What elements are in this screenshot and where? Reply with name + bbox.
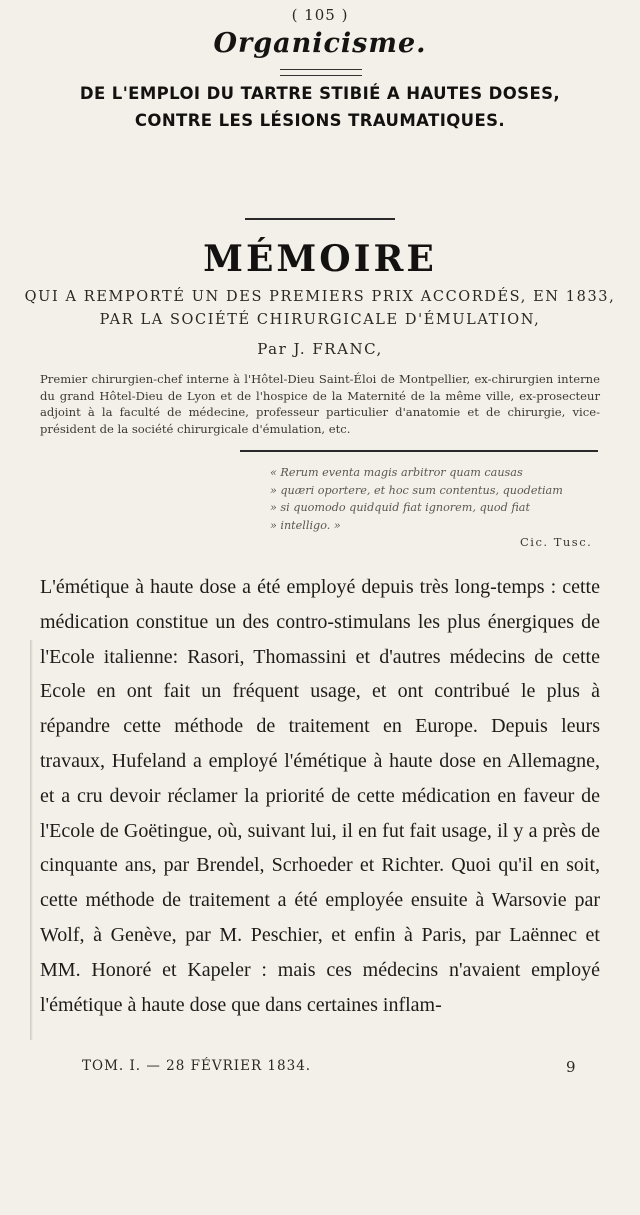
section-title: Organicisme. [213, 28, 427, 59]
double-rule-divider [280, 69, 362, 76]
epigraph-rule-divider [240, 450, 598, 452]
heading-line-1: DE L'EMPLOI DU TARTRE STIBIÉ A HAUTES DOSES, [79, 84, 561, 103]
epigraph-line-4: » intelligo. » [270, 518, 341, 532]
footer-date: TOM. I. — 28 FÉVRIER 1834. [82, 1058, 312, 1074]
epigraph-line-3: » si quomodo quidquid fiat ignorem, quod fiat [270, 501, 530, 514]
author-credentials: Premier chirurgien-chef interne à l'Hôtel-Dieu Saint-Éloi de Montpellier, ex-chirurgien interne du grand Hôtel-Dieu de Lyon et de l'hospice de la Maternité de la même ville, ex-prosecteur adjoint à la faculté de médecine, professeur particulier d'anatomie et de chirurgie, vice-président de la société chirurgicale d'émulation, etc. [40, 372, 600, 436]
binding-shadow [30, 640, 33, 1040]
epigraph-line-1: « Rerum eventa magis arbitror quam causas [270, 466, 523, 479]
signature-mark: 9 [566, 1058, 576, 1076]
body-paragraph [40, 570, 600, 1022]
subtitle-line-2: PAR LA SOCIÉTÉ CHIRURGICALE D'ÉMULATION, [99, 312, 541, 328]
page-number: ( 105 ) [291, 6, 349, 24]
memoir-subtitle [20, 286, 620, 332]
body-text: L'émétique à haute dose a été employé depuis très long-temps : cette médication constitue un des contro-stimulans les plus énergiques de l'Ecole italienne: Rasori, Thomassini et d'autres médecins de cette Ecole en ont fait un fréquent usage, et ont contribué le plus à répandre cette méthode de traitement en Europe. Depuis leurs travaux, Hufeland a employé l'émétique à haute dose en Allemagne, et a cru devoir réclamer la priorité de cette médication en faveur de l'Ecole de Goëtingue, où, suivant lui, il en fut fait usage, il y a près de cinquante ans, par Brendel, Scrhoeder et Richter. Quoi qu'il en soit, cette méthode de traitement a été employée ensuite à Warsovie par Wolf, à Genève, par M. Peschier, et enfin à Paris, par Laënnec et MM. Honoré et Kapeler : mais ces médecins n'avaient employé l'émétique à haute dose que dans certaines inflam- [40, 576, 600, 1016]
epigraph [270, 464, 610, 534]
memoir-title: MÉMOIRE [203, 238, 437, 280]
title-rule-divider [245, 218, 395, 220]
author-line: Par J. FRANC, [257, 340, 383, 358]
heading-line-2: CONTRE LES LÉSIONS TRAUMATIQUES. [134, 111, 506, 130]
article-heading [20, 80, 620, 134]
epigraph-line-2: » quæri oportere, et hoc sum contentus, quodetiam [270, 483, 563, 497]
subtitle-line-1: QUI A REMPORTÉ UN DES PREMIERS PRIX ACCORDÉS, EN 1833, [24, 289, 616, 305]
epigraph-source: Cic. Tusc. [520, 535, 593, 549]
